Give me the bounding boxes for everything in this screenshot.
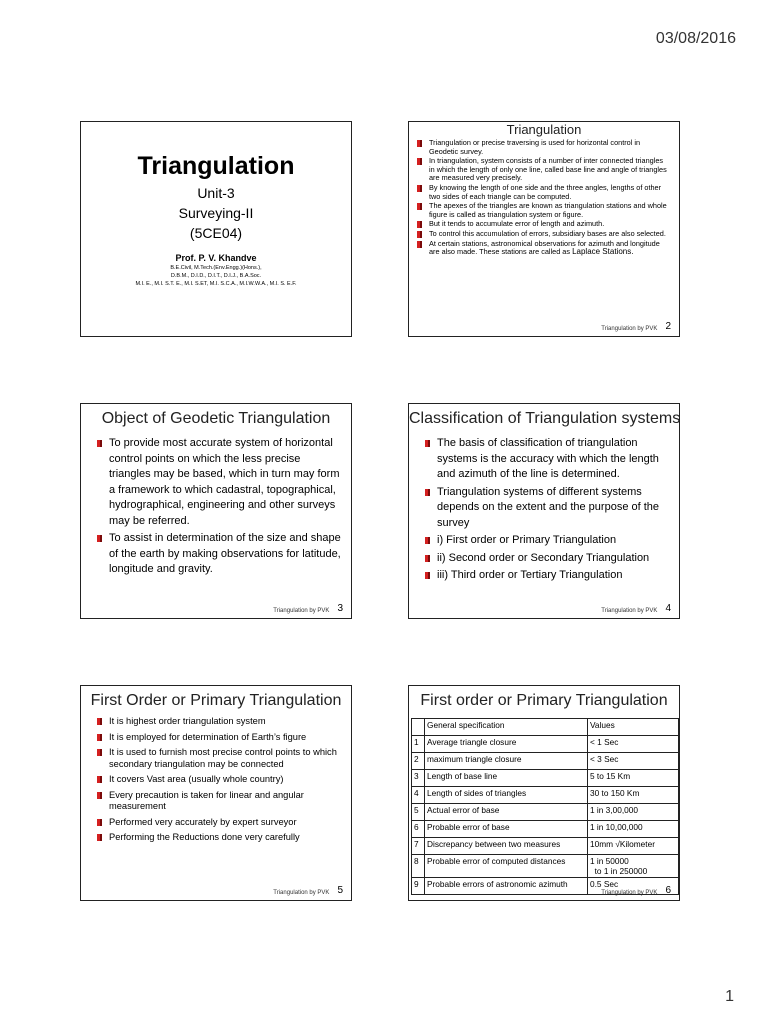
laplace-stations: Laplace Stations. <box>572 247 634 257</box>
slide-title: Triangulation <box>506 122 582 137</box>
bullet-icon <box>417 203 422 210</box>
bullet-icon <box>417 231 422 238</box>
slide-1-title <box>80 121 352 337</box>
list-item: At certain stations, astronomical observations for azimuth and longitude are also made. These stations are called as Laplace Stations. <box>417 240 669 257</box>
author-memberships: M.I. E., M.I. S.T. E., M.I. S.ET, M.I. S.C.A., M.I.W.W.A., M.I. S. E.F. <box>135 281 297 287</box>
list-item: By knowing the length of one side and the three angles, lengths of other two sides of each triangle can be computed. <box>417 184 669 201</box>
slide-footer: Triangulation by PVK 4 <box>601 603 671 614</box>
course-code: (5CE04) <box>189 225 243 241</box>
table-row: 7 Discrepancy between two measures 10mm √Kilometer <box>412 838 679 855</box>
list-item: To assist in determination of the size and shape of the earth by making observations for latitude, longitude and gravity. <box>97 531 341 578</box>
list-item: It covers Vast area (usually whole country) <box>97 774 341 786</box>
page-date: 03/08/2016 <box>655 30 736 47</box>
subject-label: Surveying-II <box>178 205 254 221</box>
bullet-icon <box>417 140 422 147</box>
bullet-icon <box>97 718 102 725</box>
bullet-icon <box>417 241 422 248</box>
table-row: 4 Length of sides of triangles 30 to 150 Km <box>412 787 679 804</box>
bullet-icon <box>425 572 430 579</box>
bullet-icon <box>425 489 430 496</box>
list-item: To provide most accurate system of horizontal control points on which the less precise triangles may be based, which in turn may form a framework to which cadastral, topographical, hydrographical, engineering and other surveys may be referred. <box>97 436 341 529</box>
slide-footer: Triangulation by PVK 6 <box>601 885 671 896</box>
bullet-icon <box>97 792 102 799</box>
table-row: 8 Probable error of computed distances 1 in 50000 to 1 in 250000 <box>412 855 679 878</box>
list-item: It is employed for determination of Earth’s figure <box>97 732 341 744</box>
list-item: To control this accumulation of errors, subsidiary bases are also selected. <box>417 230 669 239</box>
list-item: The basis of classification of triangulation systems is the accuracy with which the length and azimuth of the line is determined. <box>425 436 669 483</box>
list-item: But it tends to accumulate error of length and azimuth. <box>417 220 669 229</box>
list-item: It is used to furnish most precise control points to which secondary triangulation may be connected <box>97 747 341 770</box>
page-number: 1 <box>725 988 734 1005</box>
author-degrees-2: D.B.M., D.I.D., D.I.T., D.I.J., B.A.Soc. <box>170 273 262 279</box>
slide-footer: Triangulation by PVK 2 <box>601 321 671 332</box>
slide-title: First Order or Primary Triangulation <box>90 692 342 709</box>
bullet-icon <box>97 440 102 447</box>
bullet-list <box>97 716 341 844</box>
list-item: Every precaution is taken for linear and angular measurement <box>97 790 341 813</box>
list-item: It is highest order triangulation system <box>97 716 341 728</box>
bullet-icon <box>417 221 422 228</box>
table-row: 9 Probable errors of astronomic azimuth 0.5 Sec <box>412 878 679 895</box>
list-item: ii) Second order or Secondary Triangulation <box>425 551 669 567</box>
slide-6 <box>408 685 680 901</box>
slide-5 <box>80 685 352 901</box>
table-row: 1 Average triangle closure < 1 Sec <box>412 736 679 753</box>
bullet-icon <box>417 185 422 192</box>
bullet-icon <box>97 834 102 841</box>
slide-title: First order or Primary Triangulation <box>420 692 668 709</box>
bullet-icon <box>425 440 430 447</box>
bullet-list <box>417 139 669 257</box>
slide-title: Classification of Triangulation systems <box>409 410 681 427</box>
bullet-list <box>425 436 669 584</box>
bullet-icon <box>425 537 430 544</box>
slide-footer: Triangulation by PVK 5 <box>273 885 343 896</box>
slide-title: Object of Geodetic Triangulation <box>101 410 331 427</box>
bullet-icon <box>97 776 102 783</box>
table-row: 2 maximum triangle closure < 3 Sec <box>412 753 679 770</box>
slide-3 <box>80 403 352 619</box>
bullet-icon <box>425 555 430 562</box>
list-item: iii) Third order or Tertiary Triangulation <box>425 568 669 584</box>
bullet-icon <box>97 819 102 826</box>
bullet-icon <box>97 734 102 741</box>
list-item: In triangulation, system consists of a number of inter connected triangles in which the length of only one line, called base line and angle of triangles are measured very precisely. <box>417 157 669 183</box>
specification-table <box>411 718 679 895</box>
table-header-row: General specification Values <box>412 719 679 736</box>
bullet-icon <box>97 749 102 756</box>
list-item: Performed very accurately by expert surveyor <box>97 817 341 829</box>
bullet-list <box>97 436 341 578</box>
bullet-icon <box>417 158 422 165</box>
slide-1-heading: Triangulation <box>137 152 295 180</box>
unit-label: Unit-3 <box>197 185 235 201</box>
table-row: 6 Probable error of base 1 in 10,00,000 <box>412 821 679 838</box>
table-row: 3 Length of base line 5 to 15 Km <box>412 770 679 787</box>
list-item: Triangulation systems of different systems depends on the extent and the purpose of the survey <box>425 485 669 532</box>
author-name: Prof. P. V. Khandve <box>175 253 257 263</box>
list-item: i) First order or Primary Triangulation <box>425 533 669 549</box>
list-item: Triangulation or precise traversing is used for horizontal control in Geodetic survey. <box>417 139 669 156</box>
bullet-icon <box>97 535 102 542</box>
slide-2 <box>408 121 680 337</box>
list-item: The apexes of the triangles are known as triangulation stations and whole figure is called as triangulation system or figure. <box>417 202 669 219</box>
list-item: Performing the Reductions done very carefully <box>97 832 341 844</box>
table-row: 5 Actual error of base 1 in 3,00,000 <box>412 804 679 821</box>
author-degrees-1: B.E.Civil, M.Tech.(Env.Engg.)(Hons.), <box>170 265 262 271</box>
slide-4 <box>408 403 680 619</box>
slide-footer: Triangulation by PVK 3 <box>273 603 343 614</box>
